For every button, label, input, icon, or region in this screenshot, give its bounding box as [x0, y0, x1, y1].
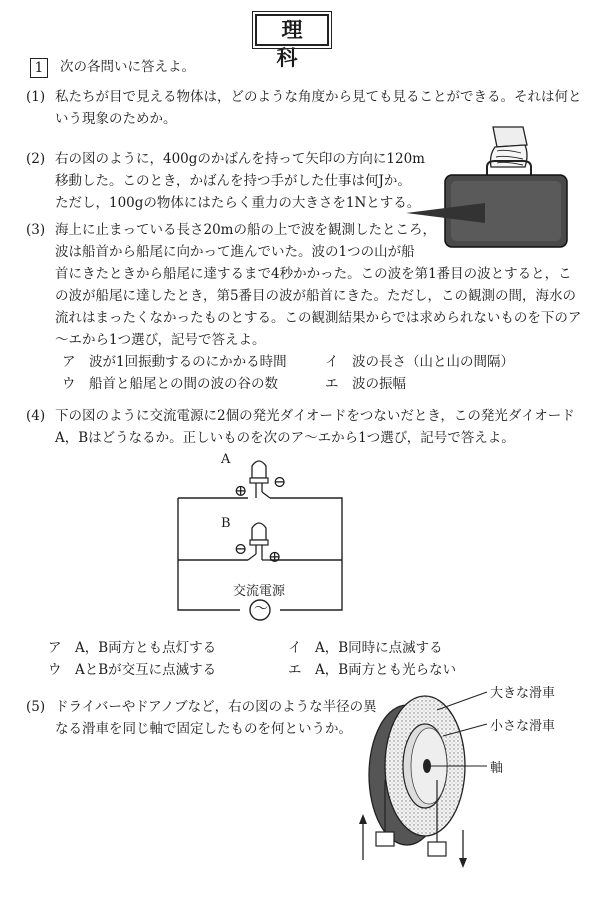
q4-line-2: A，Bはどうなるか。正しいものを次のア～エから1つ選び，記号で答えよ。	[55, 430, 515, 446]
led-b	[248, 523, 270, 560]
q3-number: (3)	[26, 222, 46, 238]
led-a-label: A	[221, 452, 231, 467]
q4-option-i: イ A，B同時に点滅する	[288, 640, 443, 656]
up-arrow-icon	[359, 814, 367, 860]
q4-option-a: ア A，B両方とも点灯する	[48, 640, 217, 656]
led-b-plus-icon: ⊕	[268, 547, 282, 566]
q2-line-2: 移動した。このとき，かばんを持つ手がした仕事は何Jか。	[55, 173, 411, 189]
ac-source-label: 交流電源	[233, 584, 286, 599]
q5-line-1: ドライバーやドアノブなど，右の図のような半径の異	[55, 699, 377, 715]
q3-line-1: 海上に止まっている長さ20mの船の上で波を観測したところ，	[55, 222, 436, 238]
q1-line-1: 私たちが目で見える物体は，どのような角度から見ても見ることができる。それは何と	[55, 89, 582, 105]
led-a-minus-icon: ⊖	[273, 472, 287, 491]
q3-option-a: ア 波が1回振動するのにかかる時間	[62, 354, 287, 370]
q4-line-1: 下の図のように交流電源に2個の発光ダイオードをつないだとき，この発光ダイオード	[55, 408, 575, 424]
q3-option-u: ウ 船首と船尾との間の波の谷の数	[62, 376, 278, 392]
q5-line-2: なる滑車を同じ軸で固定したものを何というか。	[55, 721, 352, 737]
q3-option-i: イ 波の長さ（山と山の間隔）	[325, 354, 514, 370]
q5-number: (5)	[26, 699, 46, 715]
led-a-plus-icon: ⊕	[234, 481, 248, 500]
led-a	[250, 461, 270, 498]
q2-number: (2)	[26, 151, 46, 167]
pulley-figure	[345, 680, 585, 870]
axle-label: 軸	[490, 761, 504, 776]
down-arrow-icon	[459, 830, 467, 868]
section-instruction: 次の各問いに答えよ。	[60, 59, 195, 75]
q1-line-2: いう現象のためか。	[55, 111, 177, 127]
q4-number: (4)	[26, 408, 46, 424]
section-number-box: 1	[30, 58, 48, 78]
q3-line-5: 流れはまったくなかったものとする。この観測結果からでは求められないものを下のア	[55, 310, 582, 326]
q3-line-6: ～エから1つ選び，記号で答えよ。	[55, 332, 266, 348]
left-weight	[376, 832, 394, 846]
small-pulley-label: 小さな滑車	[490, 719, 556, 734]
q2-line-3: ただし，100gの物体にはたらく重力の大きさを1Nとする。	[55, 195, 421, 211]
q3-line-4: の波が船尾に達したとき，第5番目の波が船首にきた。ただし，この観測の間，海水の	[55, 288, 577, 304]
q3-line-3: 首にきたときから船尾に達するまで4秒かかった。この波を第1番目の波とすると，こ	[55, 266, 572, 282]
ac-wave-icon: 〜	[254, 601, 268, 617]
q3-line-2: 波は船首から船尾に向かって進んでいた。波の1つの山が船	[55, 244, 415, 260]
large-pulley-label: 大きな滑車	[490, 686, 556, 701]
q1-number: (1)	[26, 89, 46, 105]
q4-option-e: エ A，B両方とも光らない	[288, 662, 457, 678]
led-b-minus-icon: ⊖	[234, 539, 248, 558]
right-weight	[428, 842, 446, 856]
page-title: 理 科	[255, 14, 329, 46]
axle	[423, 759, 431, 773]
q2-line-1: 右の図のように，400gのかばんを持って矢印の方向に120m	[55, 151, 425, 167]
q4-option-u: ウ AとBが交互に点滅する	[48, 662, 217, 678]
q3-option-e: エ 波の振幅	[325, 376, 406, 392]
led-b-label: B	[221, 516, 231, 531]
